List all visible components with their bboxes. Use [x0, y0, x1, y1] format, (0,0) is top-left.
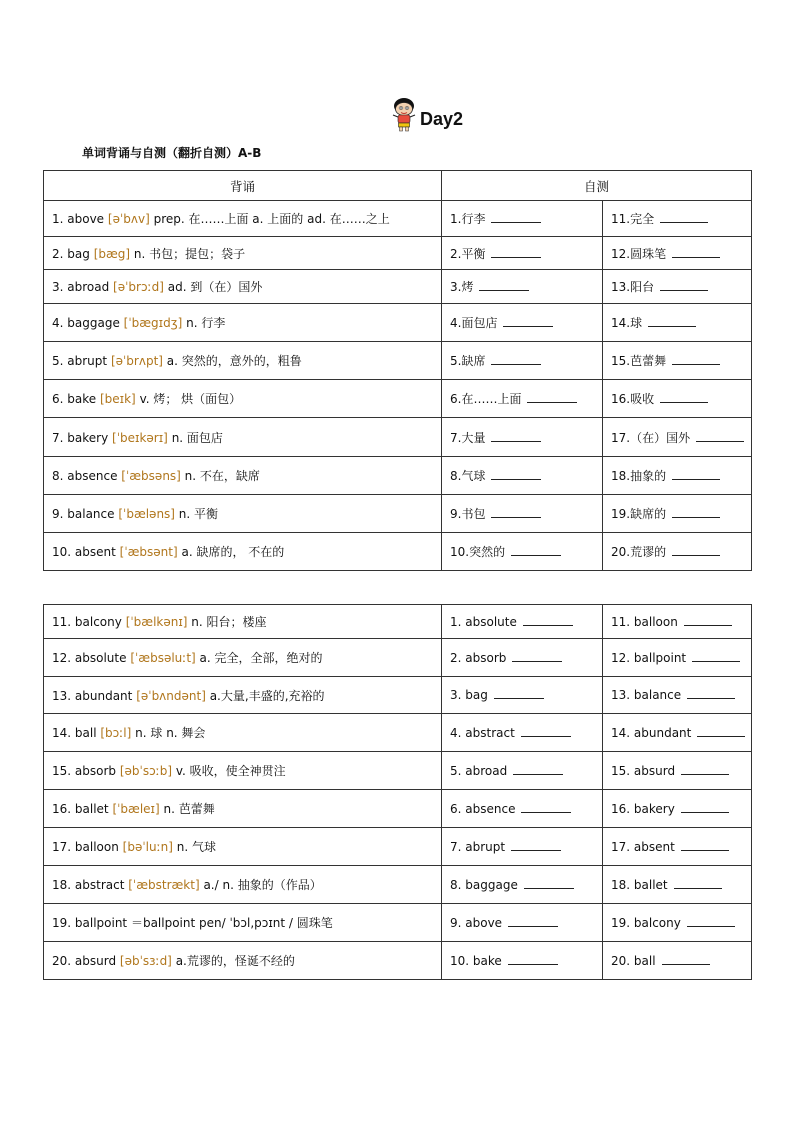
prompt-label: 14. abundant — [611, 725, 692, 740]
phonetic: [ˈbeɪkərɪ] — [112, 430, 168, 445]
word: 5. abrupt — [52, 354, 108, 368]
self-test-cell — [442, 270, 603, 304]
word: 18. abstract — [52, 878, 125, 892]
cartoon-boy-icon — [390, 96, 420, 132]
word: 12. absolute — [52, 651, 127, 665]
phonetic: [ˈbælkənɪ] — [125, 615, 188, 629]
self-test-cell — [442, 605, 603, 639]
prompt-label: 10. bake — [450, 953, 502, 968]
word: 16. ballet — [52, 802, 109, 816]
answer-blank[interactable] — [527, 392, 577, 403]
answer-blank[interactable] — [687, 688, 735, 699]
answer-blank[interactable] — [672, 545, 720, 556]
self-test-cell — [603, 533, 752, 571]
answer-blank[interactable] — [660, 212, 708, 223]
definition: a.大量,丰盛的,充裕的 — [205, 688, 325, 703]
answer-blank[interactable] — [479, 280, 529, 291]
column-header-memorize: 背诵 — [44, 171, 442, 201]
phonetic: [əˈbʌv] — [107, 212, 150, 226]
answer-blank[interactable] — [662, 954, 710, 965]
answer-blank[interactable] — [687, 916, 735, 927]
table-row — [44, 237, 752, 270]
definition: n. 面包店 — [167, 430, 223, 445]
answer-blank[interactable] — [672, 469, 720, 480]
word-entry — [44, 533, 442, 571]
prompt-label: 17. absent — [611, 839, 675, 854]
table-row — [44, 270, 752, 304]
table-row — [44, 828, 752, 866]
phonetic: [ˈbæleɪ] — [112, 802, 160, 816]
prompt-label: 16. bakery — [611, 801, 675, 816]
phonetic: [beɪk] — [99, 392, 136, 406]
word-entry — [44, 457, 442, 495]
self-test-cell — [442, 418, 603, 457]
self-test-cell — [603, 418, 752, 457]
word: 11. balcony — [52, 615, 122, 629]
prompt-label: 17.（在）国外 — [611, 430, 691, 445]
word-entry — [44, 237, 442, 270]
self-test-cell — [442, 639, 603, 677]
word: 14. ball — [52, 726, 97, 740]
prompt-label: 18.抽象的 — [611, 469, 667, 483]
phonetic: [ˈæbsəluːt] — [130, 651, 196, 665]
table-row — [44, 380, 752, 418]
definition: a. 完全，全部，绝对的 — [195, 651, 323, 665]
self-test-cell — [603, 677, 752, 714]
word: 6. bake — [52, 392, 97, 406]
self-test-cell — [603, 828, 752, 866]
prompt-label: 19.缺席的 — [611, 507, 667, 521]
phonetic: [əˈbʌndənt] — [136, 688, 206, 703]
prompt-label: 5. abroad — [450, 763, 508, 778]
section-subtitle: 单词背诵与自测（翻折自测）A-B — [82, 146, 262, 160]
table-row — [44, 942, 752, 980]
prompt-label: 2. absorb — [450, 650, 507, 665]
self-test-cell — [603, 237, 752, 270]
word: 13. abundant — [52, 688, 133, 703]
definition: a. 缺席的， 不在的 — [177, 545, 285, 559]
self-test-cell — [442, 752, 603, 790]
prompt-label: 18. ballet — [611, 877, 668, 892]
answer-blank[interactable] — [503, 316, 553, 327]
answer-blank[interactable] — [672, 507, 720, 518]
definition: ad. 到（在）国外 — [163, 280, 263, 294]
prompt-label: 13. balance — [611, 688, 682, 702]
answer-blank[interactable] — [511, 545, 561, 556]
self-test-cell — [442, 201, 603, 237]
title-block — [390, 94, 463, 134]
word: 20. absurd — [52, 954, 117, 968]
answer-blank[interactable] — [513, 764, 563, 775]
word-entry — [44, 418, 442, 457]
answer-blank[interactable] — [684, 615, 732, 626]
prompt-label: 19. balcony — [611, 915, 681, 930]
definition: a.荒谬的，怪诞不经的 — [171, 954, 295, 968]
table-row — [44, 342, 752, 380]
definition: v. 烤； 烘（面包） — [135, 392, 242, 406]
self-test-cell — [603, 304, 752, 342]
word: 9. balance — [52, 507, 115, 521]
self-test-cell — [442, 677, 603, 714]
answer-blank[interactable] — [660, 280, 708, 291]
definition: n. 气球 — [172, 840, 216, 854]
self-test-cell — [603, 457, 752, 495]
phonetic: [bɔːl] — [100, 726, 132, 740]
answer-blank[interactable] — [674, 878, 722, 889]
self-test-cell — [603, 714, 752, 752]
answer-blank[interactable] — [511, 840, 561, 851]
prompt-label: 6.在……上面 — [450, 392, 522, 406]
prompt-label: 15. absurd — [611, 763, 676, 778]
prompt-label: 1. absolute — [450, 614, 517, 629]
phonetic: [ˈæbsəns] — [121, 469, 181, 483]
table-row — [44, 752, 752, 790]
definition: n. 阳台；楼座 — [187, 615, 267, 629]
self-test-cell — [442, 828, 603, 866]
word: 4. baggage — [52, 316, 120, 330]
prompt-label: 11. balloon — [611, 614, 678, 629]
answer-blank[interactable] — [512, 651, 562, 662]
self-test-cell — [603, 270, 752, 304]
definition: n. 书包；提包；袋子 — [130, 246, 246, 261]
answer-blank[interactable] — [681, 764, 729, 775]
definition: n. 平衡 — [174, 507, 219, 521]
word: 1. above — [52, 212, 105, 226]
prompt-label: 7. abrupt — [450, 839, 506, 854]
word: 7. bakery — [52, 430, 109, 445]
word-entry — [44, 380, 442, 418]
answer-blank[interactable] — [491, 469, 541, 480]
word: 17. balloon — [52, 840, 119, 854]
definition: n. 芭蕾舞 — [159, 802, 215, 816]
prompt-label: 15.芭蕾舞 — [611, 354, 667, 368]
vocab-table-2 — [43, 604, 752, 980]
table-row — [44, 866, 752, 904]
self-test-cell — [442, 790, 603, 828]
self-test-cell — [442, 380, 603, 418]
self-test-cell — [442, 866, 603, 904]
self-test-cell — [603, 380, 752, 418]
table-row — [44, 457, 752, 495]
definition: n. 球 n. 舞会 — [131, 726, 206, 740]
prompt-label: 12.圆珠笔 — [611, 246, 667, 261]
word: 19. ballpoint ＝ballpoint pen/ ˈbɔl,pɔɪnt / — [52, 916, 293, 930]
table-row — [44, 605, 752, 639]
answer-blank[interactable] — [524, 878, 574, 889]
prompt-label: 1.行李 — [450, 212, 486, 226]
self-test-cell — [442, 342, 603, 380]
table-row — [44, 495, 752, 533]
word: 2. bag — [52, 246, 90, 261]
vocab-table-1 — [43, 170, 752, 571]
answer-blank[interactable] — [681, 802, 729, 813]
word-entry — [44, 866, 442, 904]
self-test-cell — [442, 714, 603, 752]
answer-blank[interactable] — [521, 726, 571, 737]
table-row — [44, 201, 752, 237]
definition: v. 吸收，使全神贯注 — [172, 764, 286, 778]
self-test-cell — [603, 752, 752, 790]
word-entry — [44, 904, 442, 942]
definition: a./ n. 抽象的（作品） — [199, 878, 322, 892]
table-row — [44, 304, 752, 342]
word-entry — [44, 342, 442, 380]
definition: a. 突然的，意外的，粗鲁 — [162, 354, 302, 368]
prompt-label: 8. baggage — [450, 877, 518, 892]
prompt-label: 2.平衡 — [450, 246, 486, 261]
table-row — [44, 790, 752, 828]
answer-blank[interactable] — [672, 247, 720, 258]
phonetic: [ˈæbsənt] — [119, 545, 178, 559]
word: 10. absent — [52, 545, 116, 559]
answer-blank[interactable] — [672, 354, 720, 365]
self-test-cell — [442, 942, 603, 980]
word: 3. abroad — [52, 280, 110, 294]
self-test-cell — [603, 904, 752, 942]
phonetic: [əbˈsɜːd] — [119, 954, 172, 968]
table-row — [44, 904, 752, 942]
column-header-self-test: 自测 — [442, 171, 752, 201]
table-header-row — [44, 171, 752, 201]
answer-blank[interactable] — [697, 726, 745, 737]
table-row — [44, 418, 752, 457]
answer-blank[interactable] — [692, 651, 740, 662]
prompt-label: 5.缺席 — [450, 354, 486, 368]
answer-blank[interactable] — [521, 802, 571, 813]
answer-blank[interactable] — [523, 615, 573, 626]
phonetic: [bæg] — [93, 246, 131, 261]
prompt-label: 20.荒谬的 — [611, 545, 667, 559]
prompt-label: 13.阳台 — [611, 280, 655, 294]
prompt-label: 14.球 — [611, 316, 643, 330]
self-test-cell — [603, 605, 752, 639]
word-entry — [44, 942, 442, 980]
self-test-cell — [603, 201, 752, 237]
word-entry — [44, 270, 442, 304]
prompt-label: 6. absence — [450, 801, 516, 816]
answer-blank[interactable] — [508, 954, 558, 965]
word-entry — [44, 495, 442, 533]
word-entry — [44, 828, 442, 866]
phonetic: [əˈbrɔːd] — [113, 280, 164, 294]
self-test-cell — [603, 942, 752, 980]
table-row — [44, 677, 752, 714]
prompt-label: 8.气球 — [450, 469, 486, 483]
answer-blank[interactable] — [491, 212, 541, 223]
prompt-label: 20. ball — [611, 953, 656, 968]
prompt-label: 11.完全 — [611, 212, 655, 226]
definition: prep. 在……上面 a. 上面的 ad. 在……之上 — [149, 212, 390, 226]
self-test-cell — [442, 237, 603, 270]
prompt-label: 3. bag — [450, 688, 488, 702]
word-entry — [44, 201, 442, 237]
prompt-label: 9.书包 — [450, 507, 486, 521]
self-test-cell — [442, 457, 603, 495]
phonetic: [əbˈsɔːb] — [119, 764, 173, 778]
word-entry — [44, 752, 442, 790]
prompt-label: 16.吸收 — [611, 392, 655, 406]
word-entry — [44, 790, 442, 828]
word-entry — [44, 677, 442, 714]
answer-blank[interactable] — [491, 507, 541, 518]
word-entry — [44, 639, 442, 677]
word-entry — [44, 605, 442, 639]
page-title: Day2 — [420, 108, 464, 129]
phonetic: [ˈbægɪdʒ] — [123, 316, 183, 330]
prompt-label: 4.面包店 — [450, 316, 498, 330]
definition: 圆珠笔 — [292, 916, 333, 930]
definition: n. 行李 — [182, 316, 226, 330]
self-test-cell — [603, 495, 752, 533]
table-row — [44, 639, 752, 677]
answer-blank[interactable] — [660, 392, 708, 403]
word-entry — [44, 714, 442, 752]
phonetic: [ˈbæləns] — [118, 507, 175, 521]
table-row — [44, 714, 752, 752]
phonetic: [əˈbrʌpt] — [110, 354, 163, 368]
self-test-cell — [442, 304, 603, 342]
self-test-cell — [603, 866, 752, 904]
self-test-cell — [442, 533, 603, 571]
answer-blank[interactable] — [508, 916, 558, 927]
phonetic: [ˈæbstrækt] — [128, 878, 200, 892]
prompt-label: 12. ballpoint — [611, 650, 687, 665]
self-test-cell — [603, 342, 752, 380]
answer-blank[interactable] — [491, 431, 541, 442]
word: 15. absorb — [52, 764, 117, 778]
answer-blank[interactable] — [648, 316, 696, 327]
answer-blank[interactable] — [494, 688, 544, 699]
self-test-cell — [442, 904, 603, 942]
prompt-label: 3.烤 — [450, 280, 474, 294]
prompt-label: 4. abstract — [450, 725, 515, 740]
prompt-label: 9. above — [450, 915, 503, 930]
table-row — [44, 533, 752, 571]
self-test-cell — [603, 639, 752, 677]
answer-blank[interactable] — [696, 431, 744, 442]
self-test-cell — [442, 495, 603, 533]
word: 8. absence — [52, 469, 118, 483]
word-entry — [44, 304, 442, 342]
answer-blank[interactable] — [491, 354, 541, 365]
answer-blank[interactable] — [681, 840, 729, 851]
definition: n. 不在，缺席 — [180, 469, 260, 483]
prompt-label: 7.大量 — [450, 430, 486, 445]
phonetic: [bəˈluːn] — [122, 840, 173, 854]
self-test-cell — [603, 790, 752, 828]
prompt-label: 10.突然的 — [450, 545, 506, 559]
answer-blank[interactable] — [491, 247, 541, 258]
